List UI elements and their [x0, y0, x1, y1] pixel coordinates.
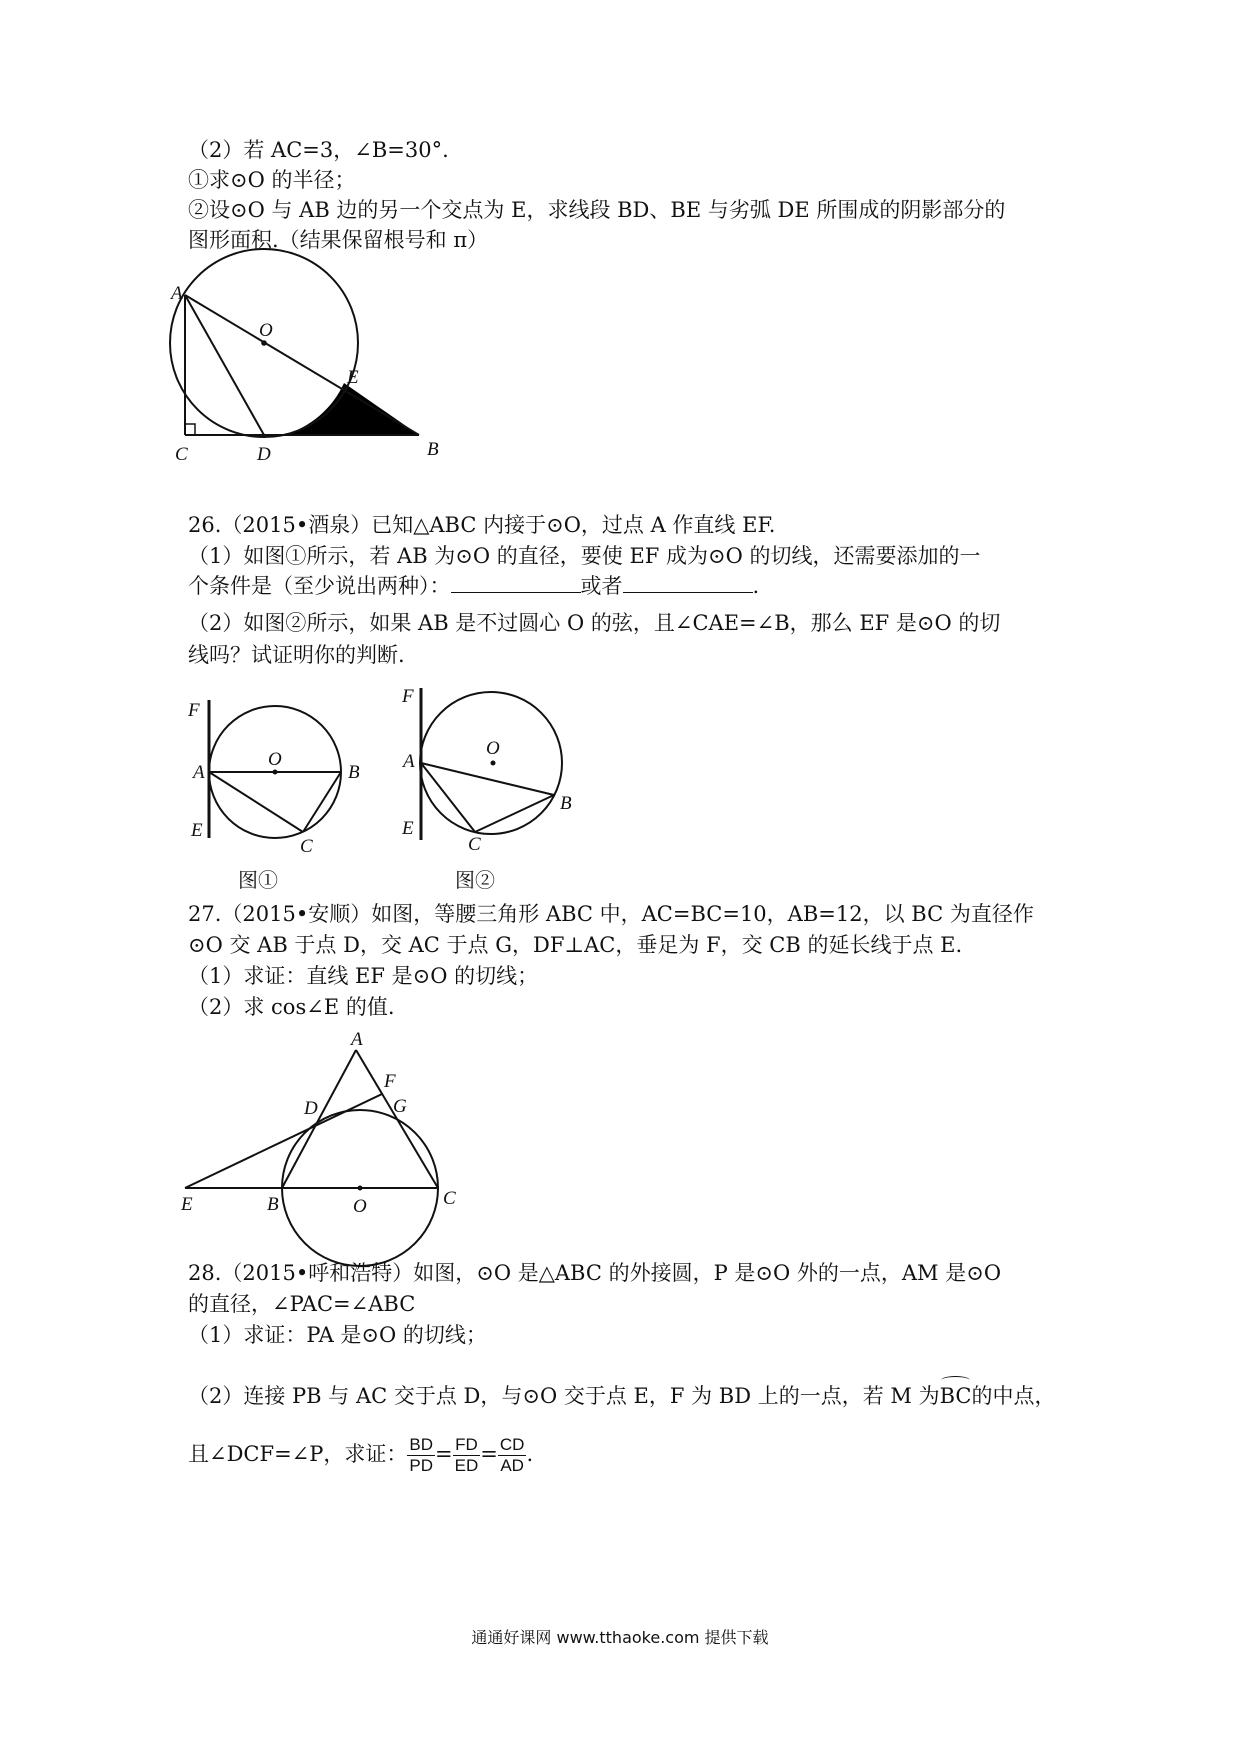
figure-26-2-caption: 图② [455, 868, 495, 892]
p26-line3-end: . [752, 574, 760, 598]
center-dot [261, 340, 267, 346]
label-a: A [403, 751, 415, 772]
p28-line5-text: 且∠DCF=∠P，求证： [188, 1442, 408, 1466]
period: . [526, 1442, 534, 1466]
label-o: O [353, 1196, 367, 1217]
fraction-cd: CD [499, 1435, 525, 1454]
label-f: F [384, 1071, 396, 1092]
p28-line1: 28.（2015•呼和浩特）如图，⊙O 是△ABC 的外接圆，P 是⊙O 外的一点，AM 是⊙O [188, 1261, 1002, 1285]
label-a: A [351, 1029, 363, 1050]
p28-line4 [188, 1381, 1055, 1411]
p25-line3: ②设⊙O 与 AB 边的另一个交点为 E，求线段 BD、BE 与劣弧 DE 所围成的阴影部分的 [188, 198, 1006, 222]
label-o: O [268, 749, 282, 770]
label-c: C [175, 444, 188, 465]
label-e: E [181, 1194, 193, 1215]
label-c: C [443, 1188, 456, 1209]
figure-27 [181, 1029, 485, 1255]
p27-line2: ⊙O 交 AB 于点 D，交 AC 于点 G，DF⊥AC，垂足为 F，交 CB 的延长线于点 E. [188, 933, 963, 957]
fraction-bd: BD [409, 1435, 434, 1454]
p26-line2: （1）如图①所示，若 AB 为⊙O 的直径，要使 EF 成为⊙O 的切线，还需要添加的一 [188, 544, 981, 568]
segment-bc [303, 772, 341, 832]
segment-ad [185, 295, 264, 435]
equals-2: = [480, 1442, 498, 1466]
label-c: C [468, 834, 481, 855]
segment-ab [185, 295, 419, 435]
label-d: D [304, 1098, 318, 1119]
p28-line4-end: 的中点， [971, 1384, 1056, 1408]
label-b: B [427, 439, 439, 460]
p27-line3: （1）求证：直线 EF 是⊙O 的切线； [188, 964, 539, 988]
label-b: B [560, 793, 572, 814]
answer-blank-1 [451, 572, 581, 593]
fraction-pd: PD [409, 1456, 434, 1475]
figure-25 [171, 280, 490, 495]
fraction-fd: FD [453, 1435, 481, 1456]
figure-26-1-caption: 图① [238, 868, 278, 892]
p28-line5 [188, 1430, 533, 1478]
right-angle-mark [185, 424, 195, 435]
figure-26-1 [188, 688, 378, 857]
segment-ac [356, 1050, 438, 1188]
label-a: A [193, 762, 205, 783]
fraction-ed: ED [454, 1456, 479, 1475]
center-dot [273, 770, 278, 775]
p26-line1: 26.（2015•酒泉）已知△ABC 内接于⊙O，过点 A 作直线 EF. [188, 513, 776, 537]
label-a: A [171, 283, 183, 304]
p27-line1: 27.（2015•安顺）如图，等腰三角形 ABC 中，AC=BC=10，AB=12，以 BC 为直径作 [188, 902, 1034, 926]
segment-ac [209, 772, 303, 832]
label-e: E [191, 820, 203, 841]
p28-line3: （1）求证：PA 是⊙O 的切线； [188, 1323, 487, 1347]
fraction-fd-ed [453, 1435, 481, 1476]
fraction-ad: AD [500, 1456, 524, 1475]
label-o: O [486, 738, 500, 759]
p25-line2: ①求⊙O 的半径； [188, 168, 356, 192]
fraction-bd-pd [407, 1435, 435, 1476]
p26-line3 [188, 571, 759, 601]
label-c: C [300, 836, 313, 857]
p26-line4: （2）如图②所示，如果 AB 是不过圆心 O 的弦，且∠CAE=∠B，那么 EF 是⊙O 的切 [188, 611, 1001, 635]
segment-ab [421, 763, 554, 795]
label-e: E [402, 818, 414, 839]
p28-line4-text: （2）连接 PB 与 AC 交于点 D，与⊙O 交于点 E，F 为 BD 上的一点，若 M 为 [188, 1384, 940, 1408]
p26-line5: 线吗？试证明你的判断. [188, 643, 405, 667]
shaded-region [283, 383, 419, 435]
answer-blank-2 [623, 572, 753, 593]
footer-text: 通通好课网 www.tthaoke.com 提供下载 [471, 1628, 769, 1647]
figure-26-2 [396, 678, 586, 853]
fraction-cd-ad [498, 1435, 527, 1476]
p25-line1: （2）若 AC=3，∠B=30°. [188, 138, 449, 162]
label-f: F [188, 700, 200, 721]
arc-bc: BC [940, 1381, 972, 1411]
p25-line4: 图形面积.（结果保留根号和 π） [188, 228, 489, 252]
label-b: B [348, 762, 360, 783]
segment-ab [282, 1050, 356, 1188]
label-o: O [259, 320, 273, 341]
label-d: D [257, 444, 271, 465]
label-b: B [267, 1194, 279, 1215]
p27-line4: （2）求 cos∠E 的值. [188, 995, 395, 1019]
label-f: F [402, 686, 414, 707]
center-dot [491, 761, 496, 766]
p26-line3-or: 或者 [580, 574, 623, 598]
label-e: E [347, 367, 359, 388]
center-dot [358, 1186, 363, 1191]
p26-line3-text: 个条件是（至少说出两种）： [188, 574, 451, 598]
p28-line2: 的直径，∠PAC=∠ABC [188, 1292, 416, 1316]
equals-1: = [435, 1442, 453, 1466]
label-g: G [393, 1096, 407, 1117]
